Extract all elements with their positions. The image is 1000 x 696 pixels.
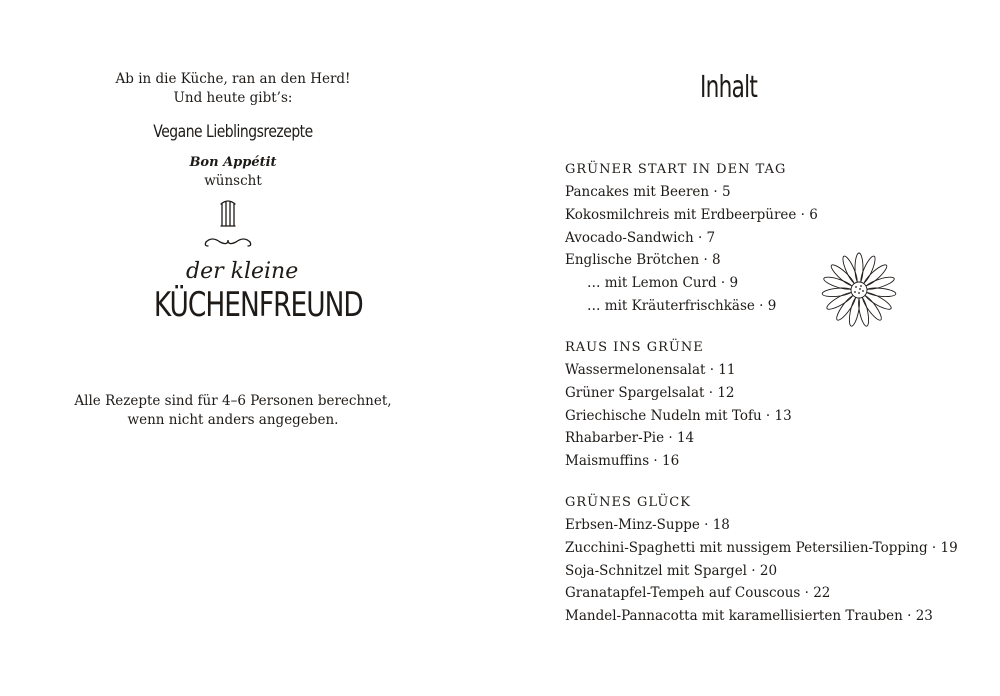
chef-hat-mustache-icon xyxy=(205,201,250,246)
toc-entry: Griechische Nudeln mit Tofu · 13 xyxy=(565,407,792,424)
toc-section-1 xyxy=(565,159,818,318)
wish-text xyxy=(0,153,466,191)
toc-entry: Granatapfel-Tempeh auf Couscous · 22 xyxy=(565,585,831,602)
toc-entry: Avocado-Sandwich · 7 xyxy=(565,229,716,246)
right-page xyxy=(510,0,1000,696)
note-line-2: wenn nicht anders angegeben. xyxy=(127,412,339,428)
toc-entry: Maismuffins · 16 xyxy=(565,453,680,470)
bon-appetit: Bon Appétit xyxy=(189,155,277,170)
toc-section-3 xyxy=(565,492,958,628)
toc-title: Inhalt xyxy=(700,70,758,105)
intro-line-2: Und heute gibt’s: xyxy=(173,90,293,106)
toc-entry: Rhabarber-Pie · 14 xyxy=(565,430,695,447)
toc-entry: Pancakes mit Beeren · 5 xyxy=(565,184,731,200)
book-title: Vegane Lieblingsrezepte xyxy=(153,122,313,142)
left-page xyxy=(0,0,466,696)
kuechenfreund-logo xyxy=(148,196,363,330)
section-heading: GRÜNER START IN DEN TAG xyxy=(565,162,787,177)
portion-note xyxy=(0,392,466,430)
toc-subentry: … mit Lemon Curd · 9 xyxy=(587,275,739,292)
intro-text xyxy=(0,70,466,108)
toc-entry: Mandel-Pannacotta mit karamellisierten Trauben · 23 xyxy=(565,608,933,625)
section-heading: RAUS INS GRÜNE xyxy=(565,340,704,355)
toc-entry: Soja-Schnitzel mit Spargel · 20 xyxy=(565,562,778,579)
toc-entry: Grüner Spargelsalat · 12 xyxy=(565,384,735,401)
daisy-flower-icon xyxy=(823,248,895,332)
toc-entry: Kokosmilchreis mit Erdbeerpüree · 6 xyxy=(565,206,818,223)
toc-entry: Englische Brötchen · 8 xyxy=(565,252,721,269)
intro-line-1: Ab in die Küche, ran an den Herd! xyxy=(115,71,351,87)
note-line-1: Alle Rezepte sind für 4–6 Personen berechnet, xyxy=(74,393,392,409)
toc-subentry: … mit Kräuterfrischkäse · 9 xyxy=(587,297,777,314)
toc-entry: Zucchini-Spaghetti mit nussigem Petersilien-Topping · 19 xyxy=(565,539,958,556)
toc-entry: Erbsen-Minz-Suppe · 18 xyxy=(565,517,730,533)
logo-text-top: der kleine xyxy=(186,259,299,284)
toc-section-2 xyxy=(565,337,792,473)
wish-verb: wünscht xyxy=(204,173,262,189)
logo-text-bottom: KÜCHENFREUND xyxy=(153,285,363,325)
toc-entry: Wassermelonensalat · 11 xyxy=(565,362,736,378)
section-heading: GRÜNES GLÜCK xyxy=(565,495,691,510)
